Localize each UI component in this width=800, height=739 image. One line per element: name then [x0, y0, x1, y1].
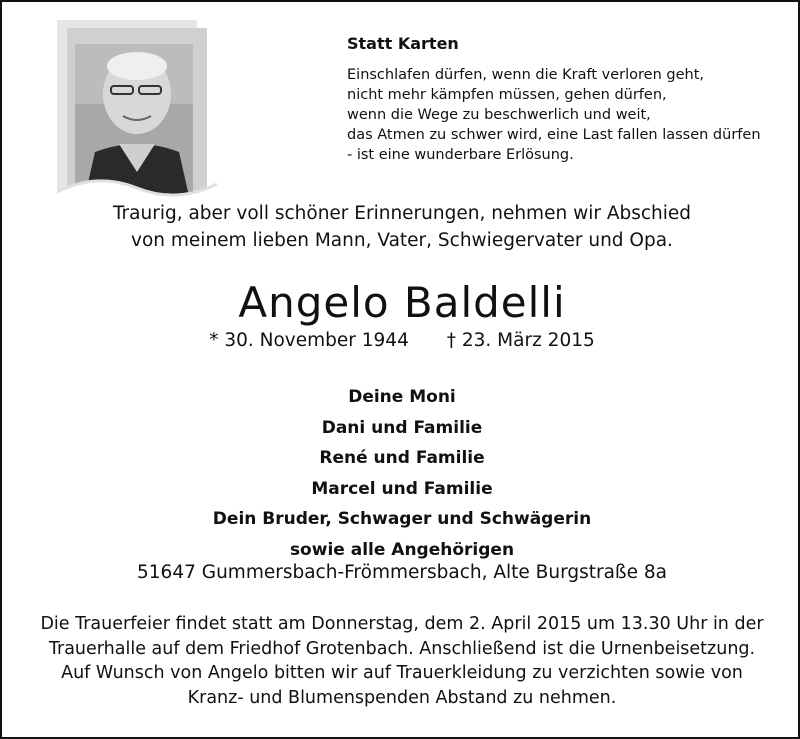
mourners-list — [2, 382, 800, 565]
death-date: † 23. März 2015 — [446, 330, 595, 351]
funeral-notice — [2, 612, 800, 710]
intro-text — [2, 200, 800, 254]
poem-line: Einschlafen dürfen, wenn die Kraft verloren geht, — [347, 67, 704, 83]
notice-line: Die Trauerfeier findet statt am Donnerstag, dem 2. April 2015 um 13.30 Uhr in der — [40, 614, 764, 634]
mourner-line: Dani und Familie — [321, 417, 483, 438]
mourner-line: René und Familie — [319, 448, 485, 468]
poem-line: nicht mehr kämpfen müssen, gehen dürfen, — [347, 87, 667, 103]
portrait-photo — [57, 20, 217, 210]
notice-line: Auf Wunsch von Angelo bitten wir auf Trauerkleidung zu verzichten sowie von — [61, 663, 743, 683]
poem-block — [347, 34, 787, 165]
address: 51647 Gummersbach-Frömmersbach, Alte Burgstraße 8a — [137, 562, 667, 583]
life-dates — [2, 330, 800, 351]
notice-line: Kranz- und Blumenspenden Abstand zu nehmen. — [187, 687, 617, 708]
notice-line: Trauerhalle auf dem Friedhof Grotenbach. Anschließend ist die Urnenbeisetzung. — [48, 638, 756, 659]
poem-line: wenn die Wege zu beschwerlich und weit, — [347, 107, 651, 123]
mourner-line: Deine Moni — [348, 387, 456, 407]
mourner-line: sowie alle Angehörigen — [289, 539, 515, 560]
intro-line: Traurig, aber voll schöner Erinnerungen, nehmen wir Abschied — [112, 203, 692, 224]
poem-title: Statt Karten — [347, 34, 459, 53]
intro-line: von meinem lieben Mann, Vater, Schwiegervater und Opa. — [131, 230, 673, 251]
poem-line: das Atmen zu schwer wird, eine Last fallen lassen dürfen — [347, 127, 761, 143]
deceased-name: Angelo Baldelli — [238, 278, 566, 327]
mourner-line: Marcel und Familie — [311, 478, 493, 499]
birth-date: * 30. November 1944 — [209, 330, 409, 351]
mourner-line: Dein Bruder, Schwager und Schwägerin — [212, 509, 592, 529]
poem-line: - ist eine wunderbare Erlösung. — [347, 147, 574, 163]
